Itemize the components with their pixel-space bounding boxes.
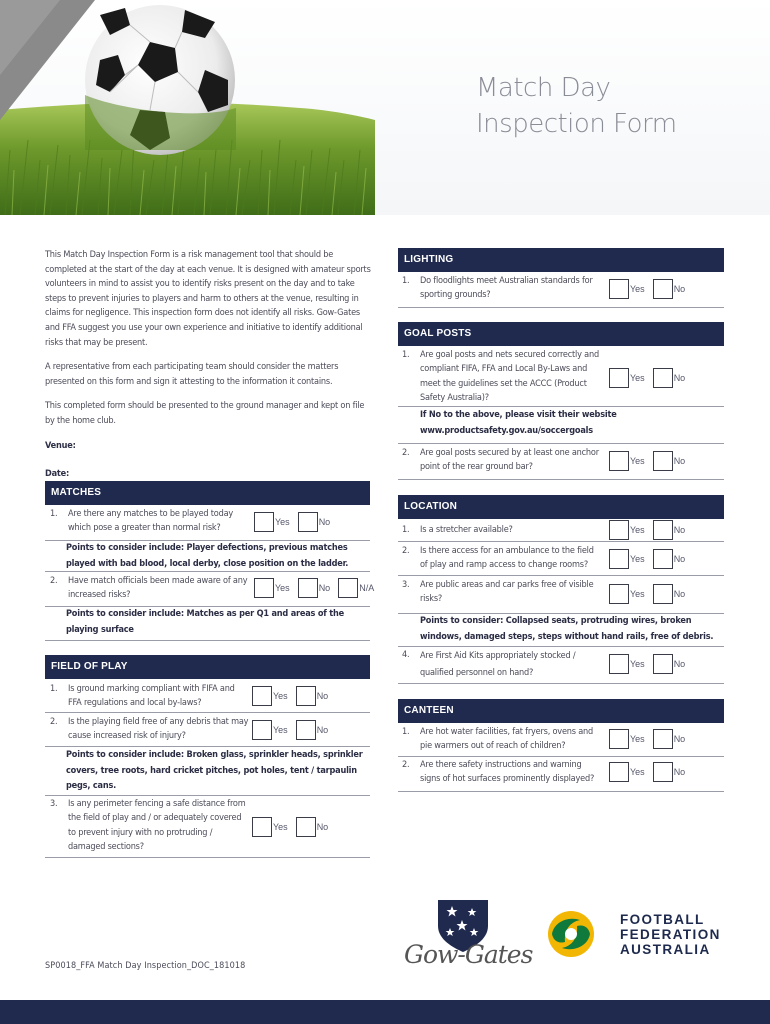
field-of-play-header: FIELD OF PLAY	[45, 655, 370, 679]
divider	[398, 443, 724, 444]
goal-q1-options: Yes No	[609, 368, 690, 388]
canteen-q1-options: Yes No	[609, 729, 690, 749]
matches-q1-options: Yes No	[254, 512, 335, 532]
divider	[45, 640, 370, 641]
field-q3-options: Yes No	[252, 817, 333, 837]
goal-posts-header: GOAL POSTS	[398, 322, 724, 346]
title-line-2: Inspection Form	[476, 109, 677, 139]
location-header: LOCATION	[398, 495, 724, 519]
ffa-wordmark-line: AUSTRALIA	[620, 942, 711, 957]
no-checkbox[interactable]	[653, 654, 673, 674]
matches-note-2: Points to consider include: Matches as per Q1 and areas of the playing surface	[66, 609, 344, 635]
divider	[45, 712, 370, 713]
yes-checkbox[interactable]	[609, 368, 629, 388]
title-line-1: Match Day	[476, 73, 611, 103]
ffa-logo-icon	[546, 908, 596, 960]
yes-checkbox[interactable]	[609, 729, 629, 749]
field-note: Points to consider include: Broken glass, sprinkler heads, sprinkler covers, tree roots, hard cricket pitches, pot holes, tent / tarpaulin pegs, cans.	[66, 750, 363, 792]
location-note: Points to consider: Collapsed seats, protruding wires, broken windows, damaged steps, steps without hand rails, free of debris.	[420, 616, 714, 642]
no-checkbox[interactable]	[653, 520, 673, 540]
no-checkbox[interactable]	[296, 720, 316, 740]
no-checkbox[interactable]	[296, 686, 316, 706]
no-checkbox[interactable]	[296, 817, 316, 837]
document-code: SP0018_FFA Match Day Inspection_DOC_181018	[45, 961, 246, 971]
ffa-wordmark	[620, 912, 721, 957]
lighting-header: LIGHTING	[398, 248, 724, 272]
location-q2-options: Yes No	[609, 549, 690, 569]
divider	[398, 756, 724, 757]
no-checkbox[interactable]	[653, 368, 673, 388]
yes-checkbox[interactable]	[609, 584, 629, 604]
yes-checkbox[interactable]	[609, 520, 629, 540]
field-q1-options: Yes No	[252, 686, 333, 706]
location-q4-options: Yes No	[609, 654, 690, 674]
no-checkbox[interactable]	[298, 578, 318, 598]
divider	[398, 646, 724, 647]
divider	[398, 406, 724, 407]
ffa-wordmark-line: FOOTBALL	[620, 912, 705, 927]
ffa-wordmark-line: FEDERATION	[620, 927, 721, 942]
canteen-header: CANTEEN	[398, 699, 724, 723]
na-checkbox[interactable]	[338, 578, 358, 598]
intro-text	[45, 248, 375, 496]
field-q2-options: Yes No	[252, 720, 333, 740]
yes-checkbox[interactable]	[609, 762, 629, 782]
yes-checkbox[interactable]	[609, 279, 629, 299]
divider	[398, 575, 724, 576]
yes-checkbox[interactable]	[254, 578, 274, 598]
intro-paragraph: This Match Day Inspection Form is a risk management tool that should be completed at the start of the day at each venue. It is designed with amateur sports volunteers in mind to assist you to identify risks present on the day and to take steps to prevent injuries to players and harm to others at the venue, resulting in claims for negligence. This inspection form does not identify all risks. Gow-Gates and FFA suggest you use your own experience and initiative to identify additional risks that may be present.	[45, 250, 371, 348]
divider	[45, 857, 370, 858]
no-checkbox[interactable]	[653, 729, 673, 749]
no-checkbox[interactable]	[653, 584, 673, 604]
location-q1-options: Yes No	[609, 520, 690, 540]
no-checkbox[interactable]	[298, 512, 318, 532]
matches-q2-options: Yes No N/A	[254, 578, 379, 598]
no-checkbox[interactable]	[653, 451, 673, 471]
page-title	[476, 70, 756, 142]
yes-checkbox[interactable]	[609, 451, 629, 471]
no-checkbox[interactable]	[653, 279, 673, 299]
yes-checkbox[interactable]	[252, 686, 272, 706]
intro-paragraph: A representative from each participating team should consider the matters presented on this form and sign it attesting to the information it contains.	[45, 362, 339, 387]
venue-label: Venue:	[45, 440, 76, 451]
divider	[398, 307, 724, 308]
matches-note-1: Points to consider include: Player defections, previous matches played with bad blood, local derby, close position on the ladder.	[66, 543, 349, 569]
yes-checkbox[interactable]	[254, 512, 274, 532]
goal-q2-options: Yes No	[609, 451, 690, 471]
matches-header: MATCHES	[45, 481, 370, 505]
no-checkbox[interactable]	[653, 549, 673, 569]
canteen-q2-options: Yes No	[609, 762, 690, 782]
lighting-q1-options: Yes No	[609, 279, 690, 299]
yes-checkbox[interactable]	[252, 817, 272, 837]
gow-gates-logo-text: Gow-Gates	[404, 940, 533, 969]
no-checkbox[interactable]	[653, 762, 673, 782]
divider	[398, 479, 724, 480]
divider	[398, 683, 724, 684]
intro-paragraph: This completed form should be presented to the ground manager and kept on file by the home club.	[45, 401, 365, 426]
divider	[45, 795, 370, 796]
location-q3-options: Yes No	[609, 584, 690, 604]
divider	[398, 541, 724, 542]
footer-bar	[0, 1000, 770, 1024]
divider	[398, 791, 724, 792]
date-label: Date:	[45, 469, 70, 480]
goal-note: If No to the above, please visit their website www.productsafety.gov.au/soccergoals	[420, 410, 617, 436]
yes-checkbox[interactable]	[609, 654, 629, 674]
yes-checkbox[interactable]	[609, 549, 629, 569]
yes-checkbox[interactable]	[252, 720, 272, 740]
divider	[45, 571, 370, 572]
divider	[45, 746, 370, 747]
